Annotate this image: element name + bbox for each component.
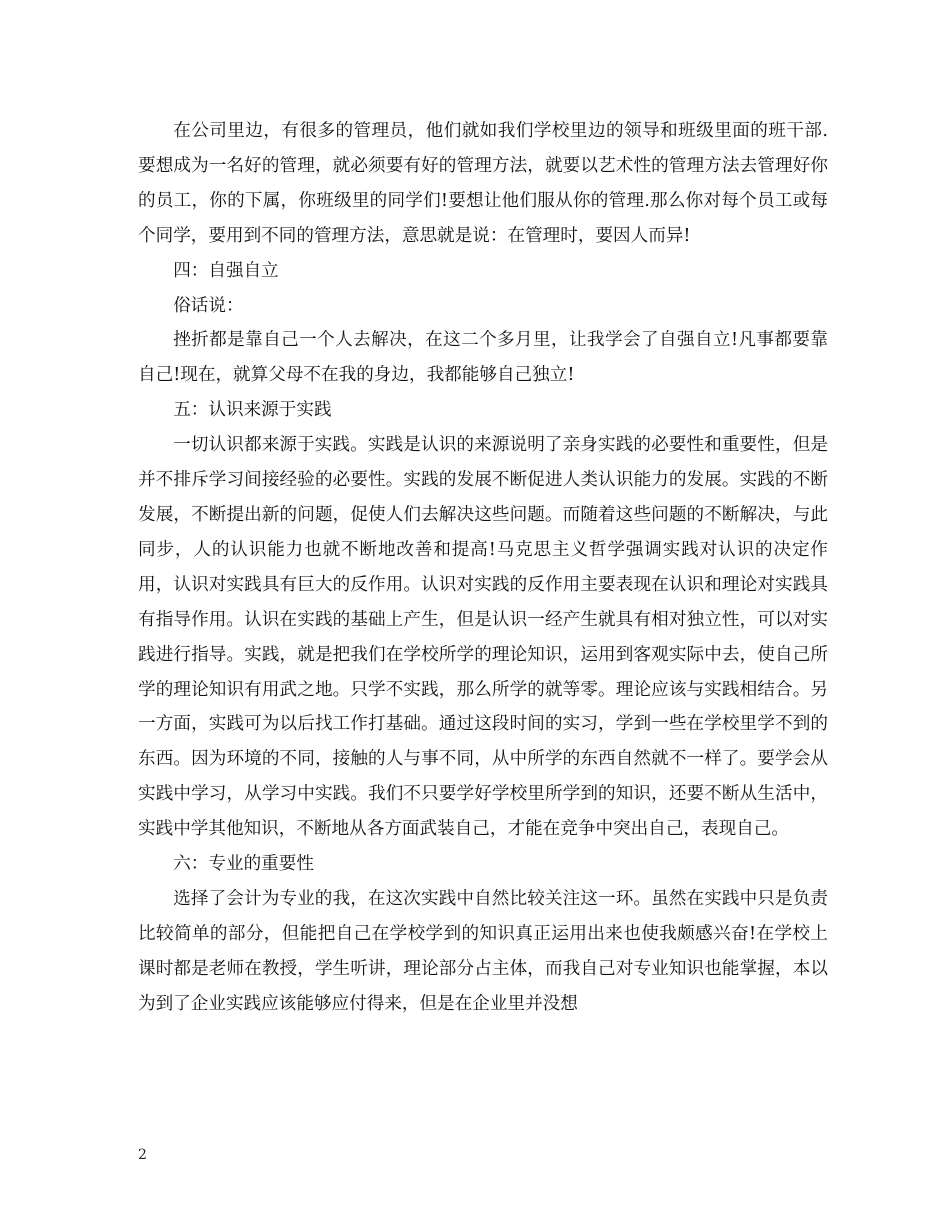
section-heading-major: 六：专业的重要性 bbox=[173, 854, 314, 875]
paragraph-management: 在公司里边，有很多的管理员，他们就如我们学校里边的领导和班级里面的班干部.要想成为一名好的管理，就必须要有好的管理方法，就要以艺术性的管理方法去管理好你的员工，你的下属，你班级里的同学们!要想让他们服从你的管理.那么你对每个员工或每个同学，要用到不同的管理方法，意思就是说：在管理时，要因人而异! bbox=[138, 121, 828, 246]
proverb-lead: 俗话说： bbox=[173, 295, 244, 316]
document-body bbox=[138, 114, 828, 1022]
section-heading-self-reliance: 四：自强自立 bbox=[173, 260, 279, 281]
section-heading-practice: 五：认识来源于实践 bbox=[173, 400, 332, 421]
paragraph-major: 选择了会计为专业的我，在这次实践中自然比较关注这一环。虽然在实践中只是负责比较简单的部分，但能把自己在学校学到的知识真正运用出来也使我颇感兴奋!在学校上课时都是老师在教授，学生听讲，理论部分占主体，而我自己对专业知识也能掌握，本以为到了企业实践应该能够应付得来，但是在企业里并没想 bbox=[138, 888, 828, 1014]
paragraph-self-reliance: 挫折都是靠自己一个人去解决，在这二个多月里，让我学会了自强自立!凡事都要靠自己!现在，就算父母不在我的身边，我都能够自己独立! bbox=[138, 330, 828, 386]
page-number: 2 bbox=[138, 1147, 147, 1163]
paragraph-practice: 一切认识都来源于实践。实践是认识的来源说明了亲身实践的必要性和重要性，但是并不排斥学习间接经验的必要性。实践的发展不断促进人类认识能力的发展。实践的不断发展，不断提出新的问题，促使人们去解决这些问题。而随着这些问题的不断解决，与此同步，人的认识能力也就不断地改善和提高!马克思主义哲学强调实践对认识的决定作用，认识对实践具有巨大的反作用。认识对实践的反作用主要表现在认识和理论对实践具有指导作用。认识在实践的基础上产生，但是认识一经产生就具有相对独立性，可以对实践进行指导。实践，就是把我们在学校所学的理论知识，运用到客观实际中去，使自己所学的理论知识有用武之地。只学不实践，那么所学的就等零。理论应该与实践相结合。另一方面，实践可为以后找工作打基础。通过这段时间的实习，学到一些在学校里学不到的东西。因为环境的不同，接触的人与事不同，从中所学的东西自然就不一样了。要学会从实践中学习，从学习中实践。我们不只要学好学校里所学到的知识，还要不断从生活中，实践中学其他知识，不断地从各方面武装自己，才能在竞争中突出自己，表现自己。 bbox=[138, 435, 828, 840]
